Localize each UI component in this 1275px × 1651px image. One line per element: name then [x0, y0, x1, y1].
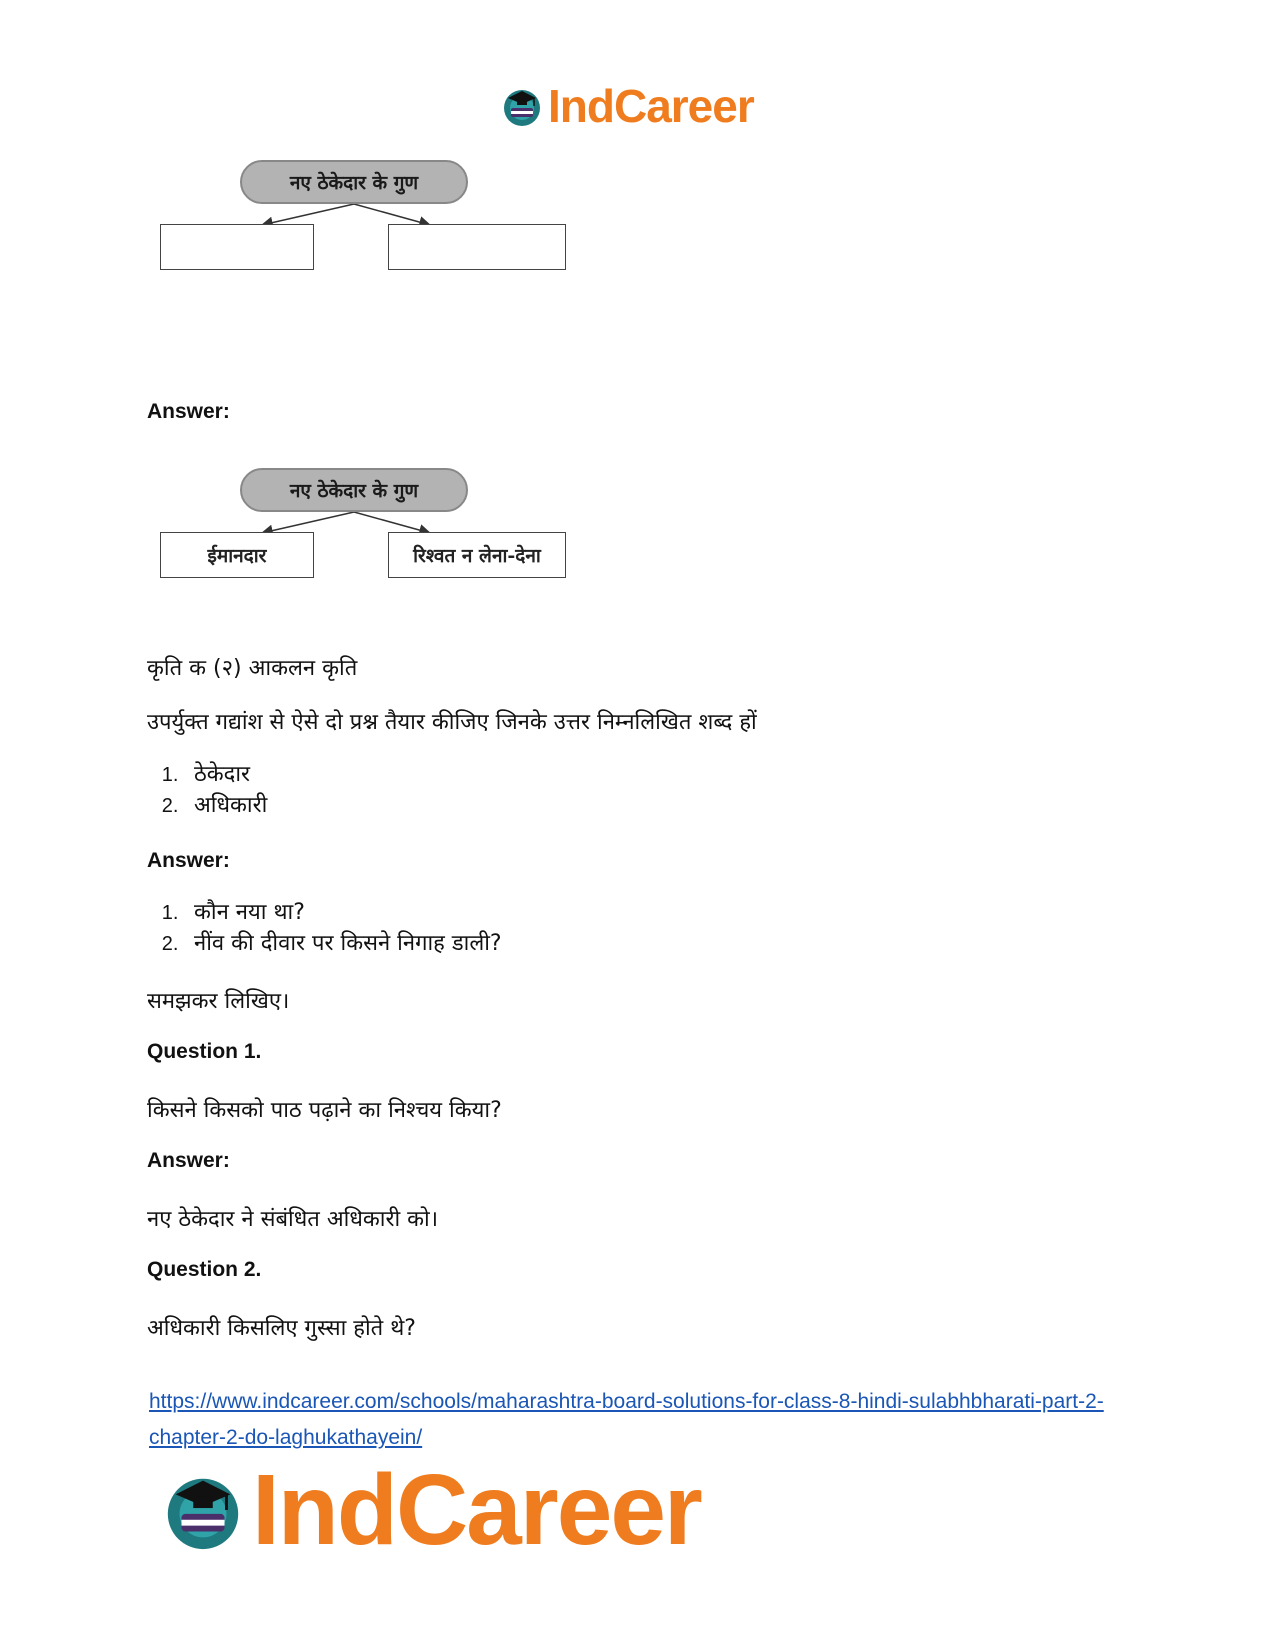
logo-wordmark: IndCareer — [252, 1453, 701, 1566]
list-item: 1. ठेकेदार — [184, 759, 267, 790]
qualities-diagram-question — [150, 150, 590, 280]
logo-wordmark: IndCareer — [548, 80, 754, 132]
question-2-label: Question 2. — [147, 1258, 262, 1281]
qualities-diagram-answer — [150, 458, 590, 588]
instruction-text: उपर्युक्त गद्यांश से ऐसे दो प्रश्न तैयार कीजिए जिनके उत्तर निम्नलिखित शब्द हों — [147, 710, 757, 735]
answer-1-text: नए ठेकेदार ने संबंधित अधिकारी को। — [147, 1207, 439, 1232]
question-2-text: अधिकारी किसलिए गुस्सा होते थे? — [147, 1316, 416, 1341]
diagram-title: नए ठेकेदार के गुण — [240, 160, 468, 204]
question-1-text: किसने किसको पाठ पढ़ाने का निश्चय किया? — [147, 1098, 502, 1123]
source-link[interactable]: https://www.indcareer.com/schools/maharashtra-board-solutions-for-class-8-hindi-sulabhbharati-part-2-chapter-2-do-laghukathayein/ — [149, 1390, 1104, 1449]
diagram-left-box: ईमानदार — [160, 532, 314, 578]
header-logo[interactable] — [500, 76, 754, 136]
words-list — [112, 759, 267, 821]
graduation-globe-icon — [160, 1467, 246, 1553]
understand-write-heading: समझकर लिखिए। — [147, 989, 290, 1014]
diagram-left-box — [160, 224, 314, 270]
answer-label: Answer: — [147, 1149, 230, 1172]
list-item: 1. कौन नया था? — [184, 897, 502, 928]
section-title: कृति क (२) आकलन कृति — [147, 656, 358, 681]
footer-logo[interactable] — [160, 1453, 701, 1566]
diagram-right-box: रिश्वत न लेना-देना — [388, 532, 566, 578]
questions-list — [112, 897, 502, 959]
question-1-label: Question 1. — [147, 1040, 262, 1063]
graduation-globe-icon — [500, 84, 544, 128]
list-item: 2. अधिकारी — [184, 790, 267, 821]
diagram-right-box — [388, 224, 566, 270]
diagram-title: नए ठेकेदार के गुण — [240, 468, 468, 512]
answer-label: Answer: — [147, 400, 230, 423]
answer-label: Answer: — [147, 849, 230, 872]
list-item: 2. नींव की दीवार पर किसने निगाह डाली? — [184, 928, 502, 959]
